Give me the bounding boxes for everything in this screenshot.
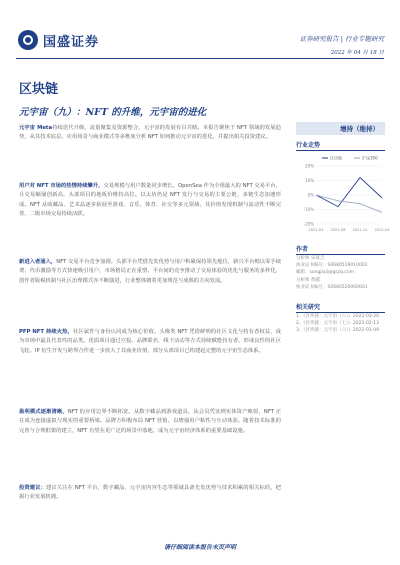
paragraph-lead: PFP NFT 持续火热， bbox=[19, 329, 73, 335]
report-date: 2022 年 04 月 18 日 bbox=[330, 50, 384, 56]
analyst-line: 执业证书编号：S0680520060001 bbox=[296, 284, 368, 290]
paragraph-text: 持续迭代升级，流量聚集及资源整合，元宇宙的发展有目共睹。本报告聚焦于 NFT 领域的发展趋势，从其技术底层、应用场景与商业模式等多维度分析 NFT 如何推动元宇宙的进化，并提出相关投资建议。 bbox=[19, 125, 281, 141]
y-tick-label: 0% bbox=[307, 192, 314, 198]
analyst-line: 分析师 黄越 bbox=[296, 277, 320, 283]
paragraph-text: 建议关注在 NFT 平台、数字藏品、元宇宙内容生态等领域具备先发优势与技术积累的相关标的，把握行业发展机遇。 bbox=[19, 485, 281, 501]
header-divider bbox=[16, 58, 384, 59]
paragraph-lead: 元宇宙 Meta bbox=[19, 125, 53, 131]
analyst-info bbox=[296, 255, 385, 291]
chart-heading: 行业走势 bbox=[296, 140, 385, 151]
y-tick-label: 10% bbox=[305, 178, 314, 183]
footer-disclaimer: 请仔细阅读本报告末页声明 bbox=[163, 544, 236, 551]
related-item[interactable]: 3、《区块链：元宇宙（六）》2022-01-09 bbox=[296, 328, 380, 334]
x-tick-label: 2022-04 bbox=[374, 228, 390, 232]
paragraph-lead: 投资建议： bbox=[19, 485, 46, 491]
related-heading: 相关研究 bbox=[296, 302, 385, 313]
report-meta bbox=[300, 34, 384, 56]
series-line bbox=[316, 195, 382, 212]
paragraph-lead: 用户对 NFT 市场的热情持续攀升， bbox=[19, 183, 104, 189]
related-item[interactable]: 1、《区块链：元宇宙（八）》2022-03-20 bbox=[296, 314, 380, 319]
analyst-heading: 作者 bbox=[296, 244, 385, 255]
paragraph-lead: 盈利模式逐渐清晰， bbox=[19, 409, 68, 415]
analyst-line: 分析师 宋嘉吉 bbox=[296, 256, 325, 261]
x-tick-label: 2021-04 bbox=[308, 228, 324, 232]
analyst-line: 邮箱：songjiaji@gszq.com bbox=[296, 270, 355, 276]
rating-bar bbox=[296, 122, 385, 135]
rating-label: 增持（维持） bbox=[340, 125, 379, 133]
legend-label: 沪深300 bbox=[362, 155, 378, 161]
y-tick-label: -20% bbox=[303, 221, 314, 227]
logo-text: 国盛证券 bbox=[43, 34, 100, 50]
paragraph-5 bbox=[19, 408, 281, 436]
y-tick-label: -10% bbox=[303, 207, 314, 212]
legend-label: 区块链 bbox=[330, 155, 342, 161]
paragraph-text: NFT 的应用边界不断拓宽。从数字藏品到游戏道具，从会员凭证到实体资产映射，NFT 正在成为连接虚拟与现实的重要桥梁。品牌方积极布局 NFT 营销，以增强用户粘性与互动体验。随着技术标准的完善与合规框架的建立，NFT 有望在更广泛的场景中落地，成为元宇宙经济体系的重要基础设施。 bbox=[19, 409, 281, 434]
related-item[interactable]: 2、《区块链：元宇宙（七）》2022-02-13 bbox=[296, 321, 380, 327]
report-type: 证券研究报告 | 行业专题研究 bbox=[299, 35, 384, 43]
section-title: 区块链 bbox=[19, 82, 59, 97]
paragraph-2 bbox=[19, 182, 281, 220]
related-list bbox=[296, 313, 385, 335]
paragraph-1 bbox=[19, 124, 281, 143]
report-title: 元宇宙（九）：NFT 的升维，元宇宙的进化 bbox=[19, 107, 207, 118]
paragraph-3 bbox=[19, 258, 281, 286]
paragraph-text: 交易规模与用户数量同步增长。OpenSea 作为全球最大的 NFT 交易平台，月交易额屡创新高，头部项目的地板价维持高位。以太坊仍是 NFT 发行与交易的主要公链，多链生态加速形成。NFT 从收藏品、艺术品逐步拓展至游戏、音乐、体育、社交等多元领域，其价值发现机制与流动性不断完善，二级市场交易持续活跃。 bbox=[19, 183, 281, 218]
paragraph-lead: 新进入者涌入， bbox=[19, 259, 57, 265]
paragraph-4 bbox=[19, 328, 281, 356]
logo-icon bbox=[18, 30, 38, 50]
x-tick-label: 2021-08 bbox=[330, 228, 346, 232]
trend-chart bbox=[296, 152, 390, 237]
y-tick-label: 20% bbox=[305, 163, 314, 169]
paragraph-6 bbox=[19, 484, 281, 503]
x-tick-label: 2021-12 bbox=[352, 228, 368, 232]
paragraph-text: NFT 交易平台竞争加剧。头部平台凭借先发优势与用户积累保持领先地位，新兴平台则以零手续费、代币激励等方式快速吸引用户，市场格局正在重塑。平台间的竞争推动了交易体验的优化与服务的多样化，创作者版税机制与社区治理模式亦不断演进，行业整体朝着更加规范与成熟的方向发展。 bbox=[19, 259, 281, 284]
brand-logo bbox=[18, 30, 99, 50]
paragraph-text: 社区属性与身份认同成为核心价值。头像类 NFT 凭借鲜明的社区文化与持有者权益，成为市场中最具代表性的品类。优质项目通过空投、品牌联名、线下活动等方式持续赋能持有者，形成良性的社区飞轮。IP 衍生开发与跨界合作进一步放大了其商业价值，部分头部项目已构建起完整的元宇宙生态体系。 bbox=[19, 329, 281, 354]
analyst-line: 执业证书编号：S0680519010002 bbox=[296, 263, 368, 269]
